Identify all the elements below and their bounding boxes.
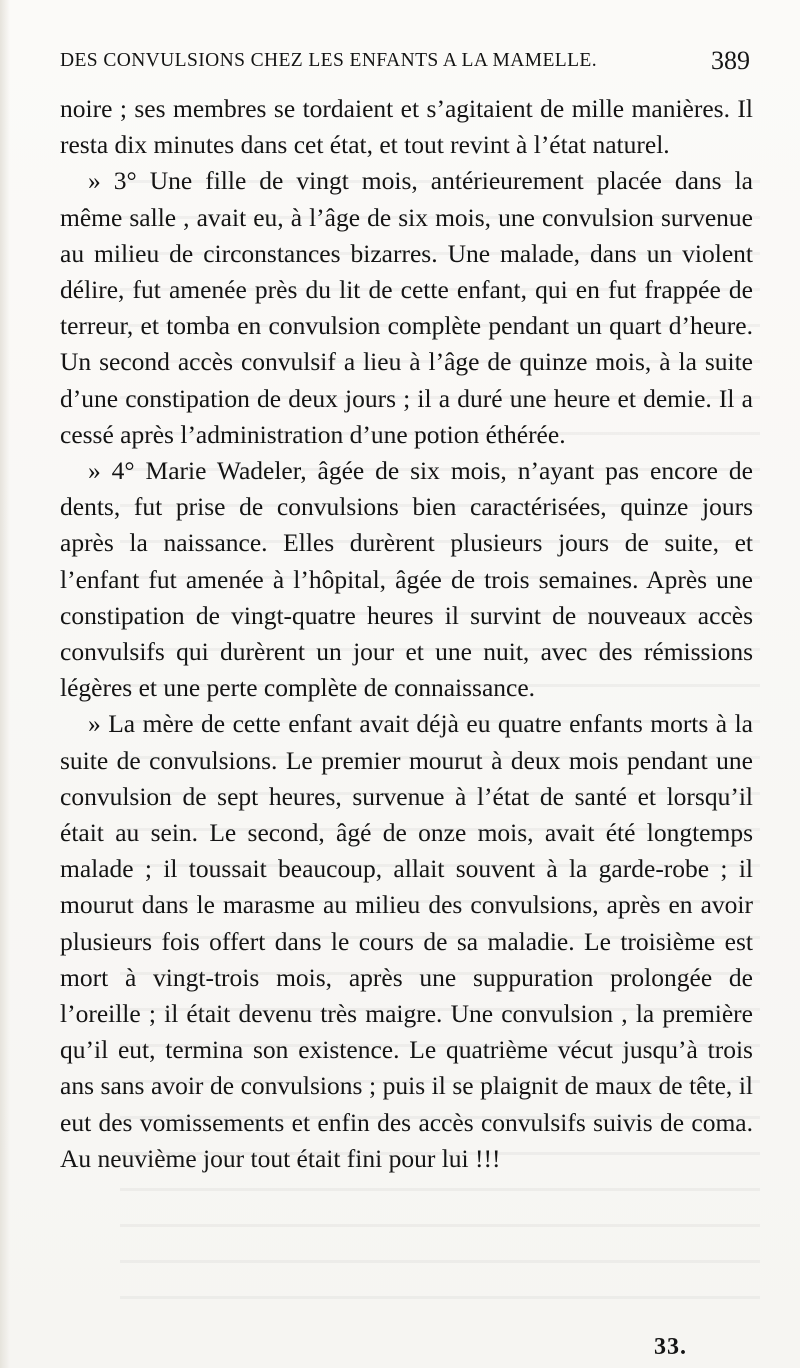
page-number: 389 [711,46,750,75]
paragraph-case-3: » 3° Une fille de vingt mois, antérieurement placée dans la même salle , avait eu, à l’âge de six mois, une convulsion survenue au milieu de circonstances bizarres. Une malade, dans un violent délire, fut amenée près du lit de cette enfant, qui en fut frappée de terreur, et tomba en convulsion complète pendant un quart d’heure. Un second accès convulsif a lieu à l’âge de quinze mois, à la suite d’une constipation de deux jours ; il a duré une heure et demie. Il a cessé après l’administration d’une potion éthérée. [60,166,753,449]
paragraph-continuation: noire ; ses membres se tordaient et s’agitaient de mille manières. Il resta dix minutes dans cet état, et tout revint à l’état naturel. [60,94,753,160]
page-edge-shadow [0,0,10,1368]
body-text [60,91,753,1177]
paragraph-case-4: » 4° Marie Wadeler, âgée de six mois, n’ayant pas encore de dents, fut prise de convulsions bien caractérisées, quinze jours après la naissance. Elles durèrent plusieurs jours de suite, et l’enfant fut amenée à l’hôpital, âgée de trois semaines. Après une constipation de vingt-quatre heures il survint de nouveaux accès convulsifs qui durèrent un jour et une nuit, avec des rémissions légères et une perte complète de connaissance. [60,456,753,703]
page-header [60,46,750,80]
running-head: DES CONVULSIONS CHEZ LES ENFANTS A LA MAMELLE. [60,50,597,71]
paragraph-mother-history: » La mère de cette enfant avait déjà eu quatre enfants morts à la suite de convulsions. Le premier mourut à deux mois pendant une convulsion de sept heures, survenue à l’état de santé et lorsqu’il était au sein. Le second, âgé de onze mois, avait été longtemps malade ; il toussait beaucoup, allait souvent à la garde-robe ; il mourut dans le marasme au milieu des convulsions, après en avoir plusieurs fois offert dans le cours de sa maladie. Le troisième est mort à vingt-trois mois, après une suppuration prolongée de l’oreille ; il était devenu très maigre. Une convulsion , la première qu’il eut, termina son existence. Le quatrième vécut jusqu’à trois ans sans avoir de convulsions ; puis il se plaignit de maux de tête, il eut des vomissements et enfin des accès convulsifs suivis de coma. Au neuvième jour tout était fini pour lui !!! [60,709,753,1173]
signature-mark: 33. [654,1334,687,1360]
